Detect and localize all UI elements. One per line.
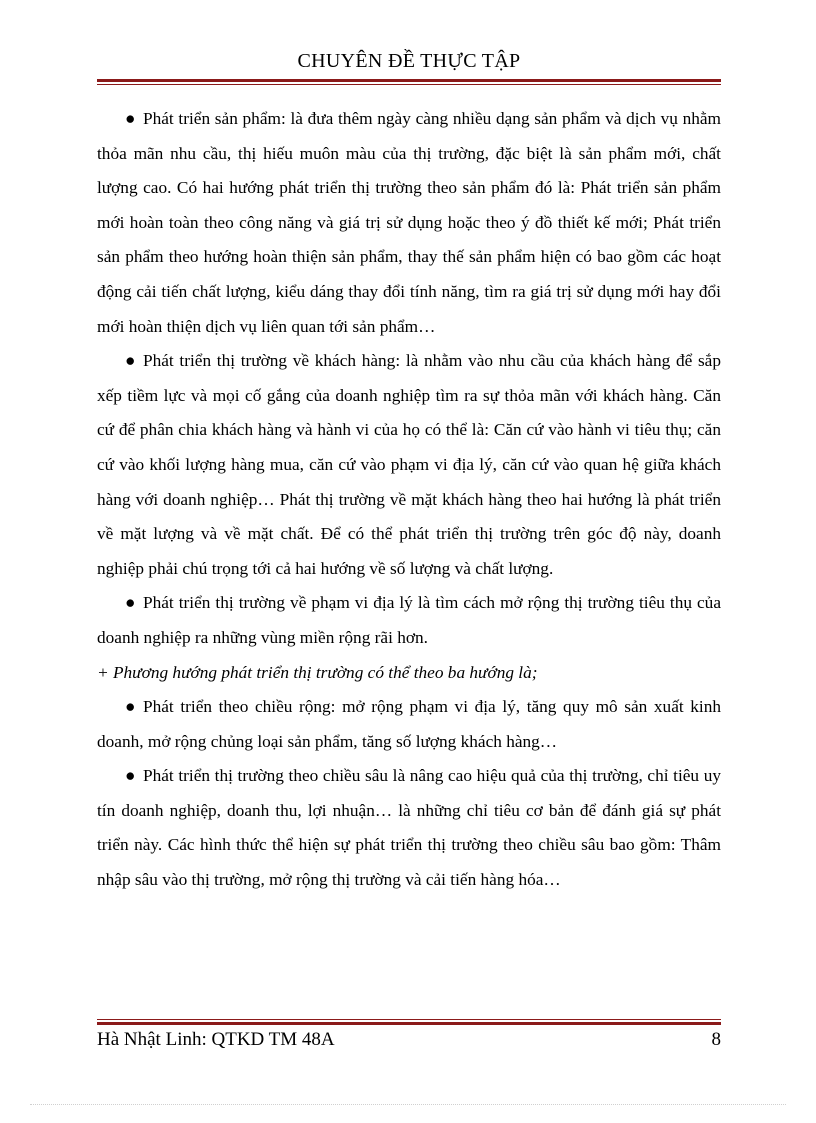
document-body <box>97 102 721 898</box>
paragraph-text: Phát triển thị trường về khách hàng: là nhằm vào nhu cầu của khách hàng để sắp xếp tiềm lực và mọi cố gắng của doanh nghiệp tìm ra sự thỏa mãn với khách hàng. Căn cứ để phân chia khách hàng và hành vi của họ có thể là: Căn cứ vào hành vi tiêu thụ; căn cứ vào khối lượng hàng mua, căn cứ vào phạm vi địa lý, căn cứ vào quan hệ giữa khách hàng với doanh nghiệp… Phát thị trường về mặt khách hàng theo hai hướng là phát triển về mặt lượng và về mặt chất. Để có thể phát triển thị trường trên góc độ này, doanh nghiệp phải chú trọng tới cả hai hướng về số lượng và chất lượng. <box>97 351 721 578</box>
page-number: 8 <box>711 1029 721 1050</box>
bullet-icon: ● <box>125 593 136 613</box>
page-header-title: CHUYÊN ĐỀ THỰC TẬP <box>297 50 521 72</box>
paragraph-text: Phát triển thị trường theo chiều sâu là nâng cao hiệu quả của thị trường, chỉ tiêu uy tín doanh nghiệp, doanh thu, lợi nhuận… là những chỉ tiêu cơ bản để đánh giá sự phát triển này. Các hình thức thể hiện sự phát triển thị trường theo chiều sâu bao gồm: Thâm nhập sâu vào thị trường, mở rộng thị trường và cải tiến hàng hóa… <box>97 766 721 890</box>
paragraph-geographic-development <box>97 586 721 655</box>
bullet-icon: ● <box>125 766 136 786</box>
paragraph-text: Phát triển thị trường về phạm vi địa lý là tìm cách mở rộng thị trường tiêu thụ của doanh nghiệp ra những vùng miền rộng rãi hơn. <box>97 593 721 647</box>
paragraph-text: Phát triển sản phẩm: là đưa thêm ngày càng nhiều dạng sản phẩm và dịch vụ nhằm thỏa mãn nhu cầu, thị hiếu muôn màu của thị trường, đặc biệt là sản phẩm mới, chất lượng cao. Có hai hướng phát triển thị trường theo sản phẩm đó là: Phát triển sản phẩm mới hoàn toàn theo công năng và giá trị sử dụng hoặc theo ý đồ thiết kế mới; Phát triển sản phẩm theo hướng hoàn thiện sản phẩm, thay thế sản phẩm hiện có bao gồm các hoạt động cải tiến chất lượng, kiểu dáng thay đổi tính năng, tìm ra giá trị sử dụng mới hay đổi mới hoàn thiện dịch vụ liên quan tới sản phẩm… <box>97 109 721 336</box>
footer-rule-thick <box>97 1022 721 1025</box>
header-rule-thin <box>97 84 721 85</box>
paragraph-text: Phát triển theo chiều rộng: mở rộng phạm vi địa lý, tăng quy mô sản xuất kinh doanh, mở rộng chủng loại sản phẩm, tăng số lượng khách hàng… <box>97 697 721 751</box>
bullet-icon: ● <box>125 697 136 717</box>
paragraph-depth-development <box>97 759 721 897</box>
header-rule-thick <box>97 79 721 82</box>
paragraph-product-development <box>97 102 721 344</box>
bullet-icon: ● <box>125 351 136 371</box>
bullet-icon: ● <box>125 109 136 128</box>
footer-author: Hà Nhật Linh: QTKD TM 48A <box>97 1029 335 1050</box>
direction-heading: + Phương hướng phát triển thị trường có thể theo ba hướng là; <box>97 662 538 682</box>
footer-rule-thin <box>97 1019 721 1020</box>
paragraph-breadth-development <box>97 690 721 759</box>
page-bottom-dotted-border <box>30 1104 786 1105</box>
paragraph-customer-development <box>97 344 721 586</box>
